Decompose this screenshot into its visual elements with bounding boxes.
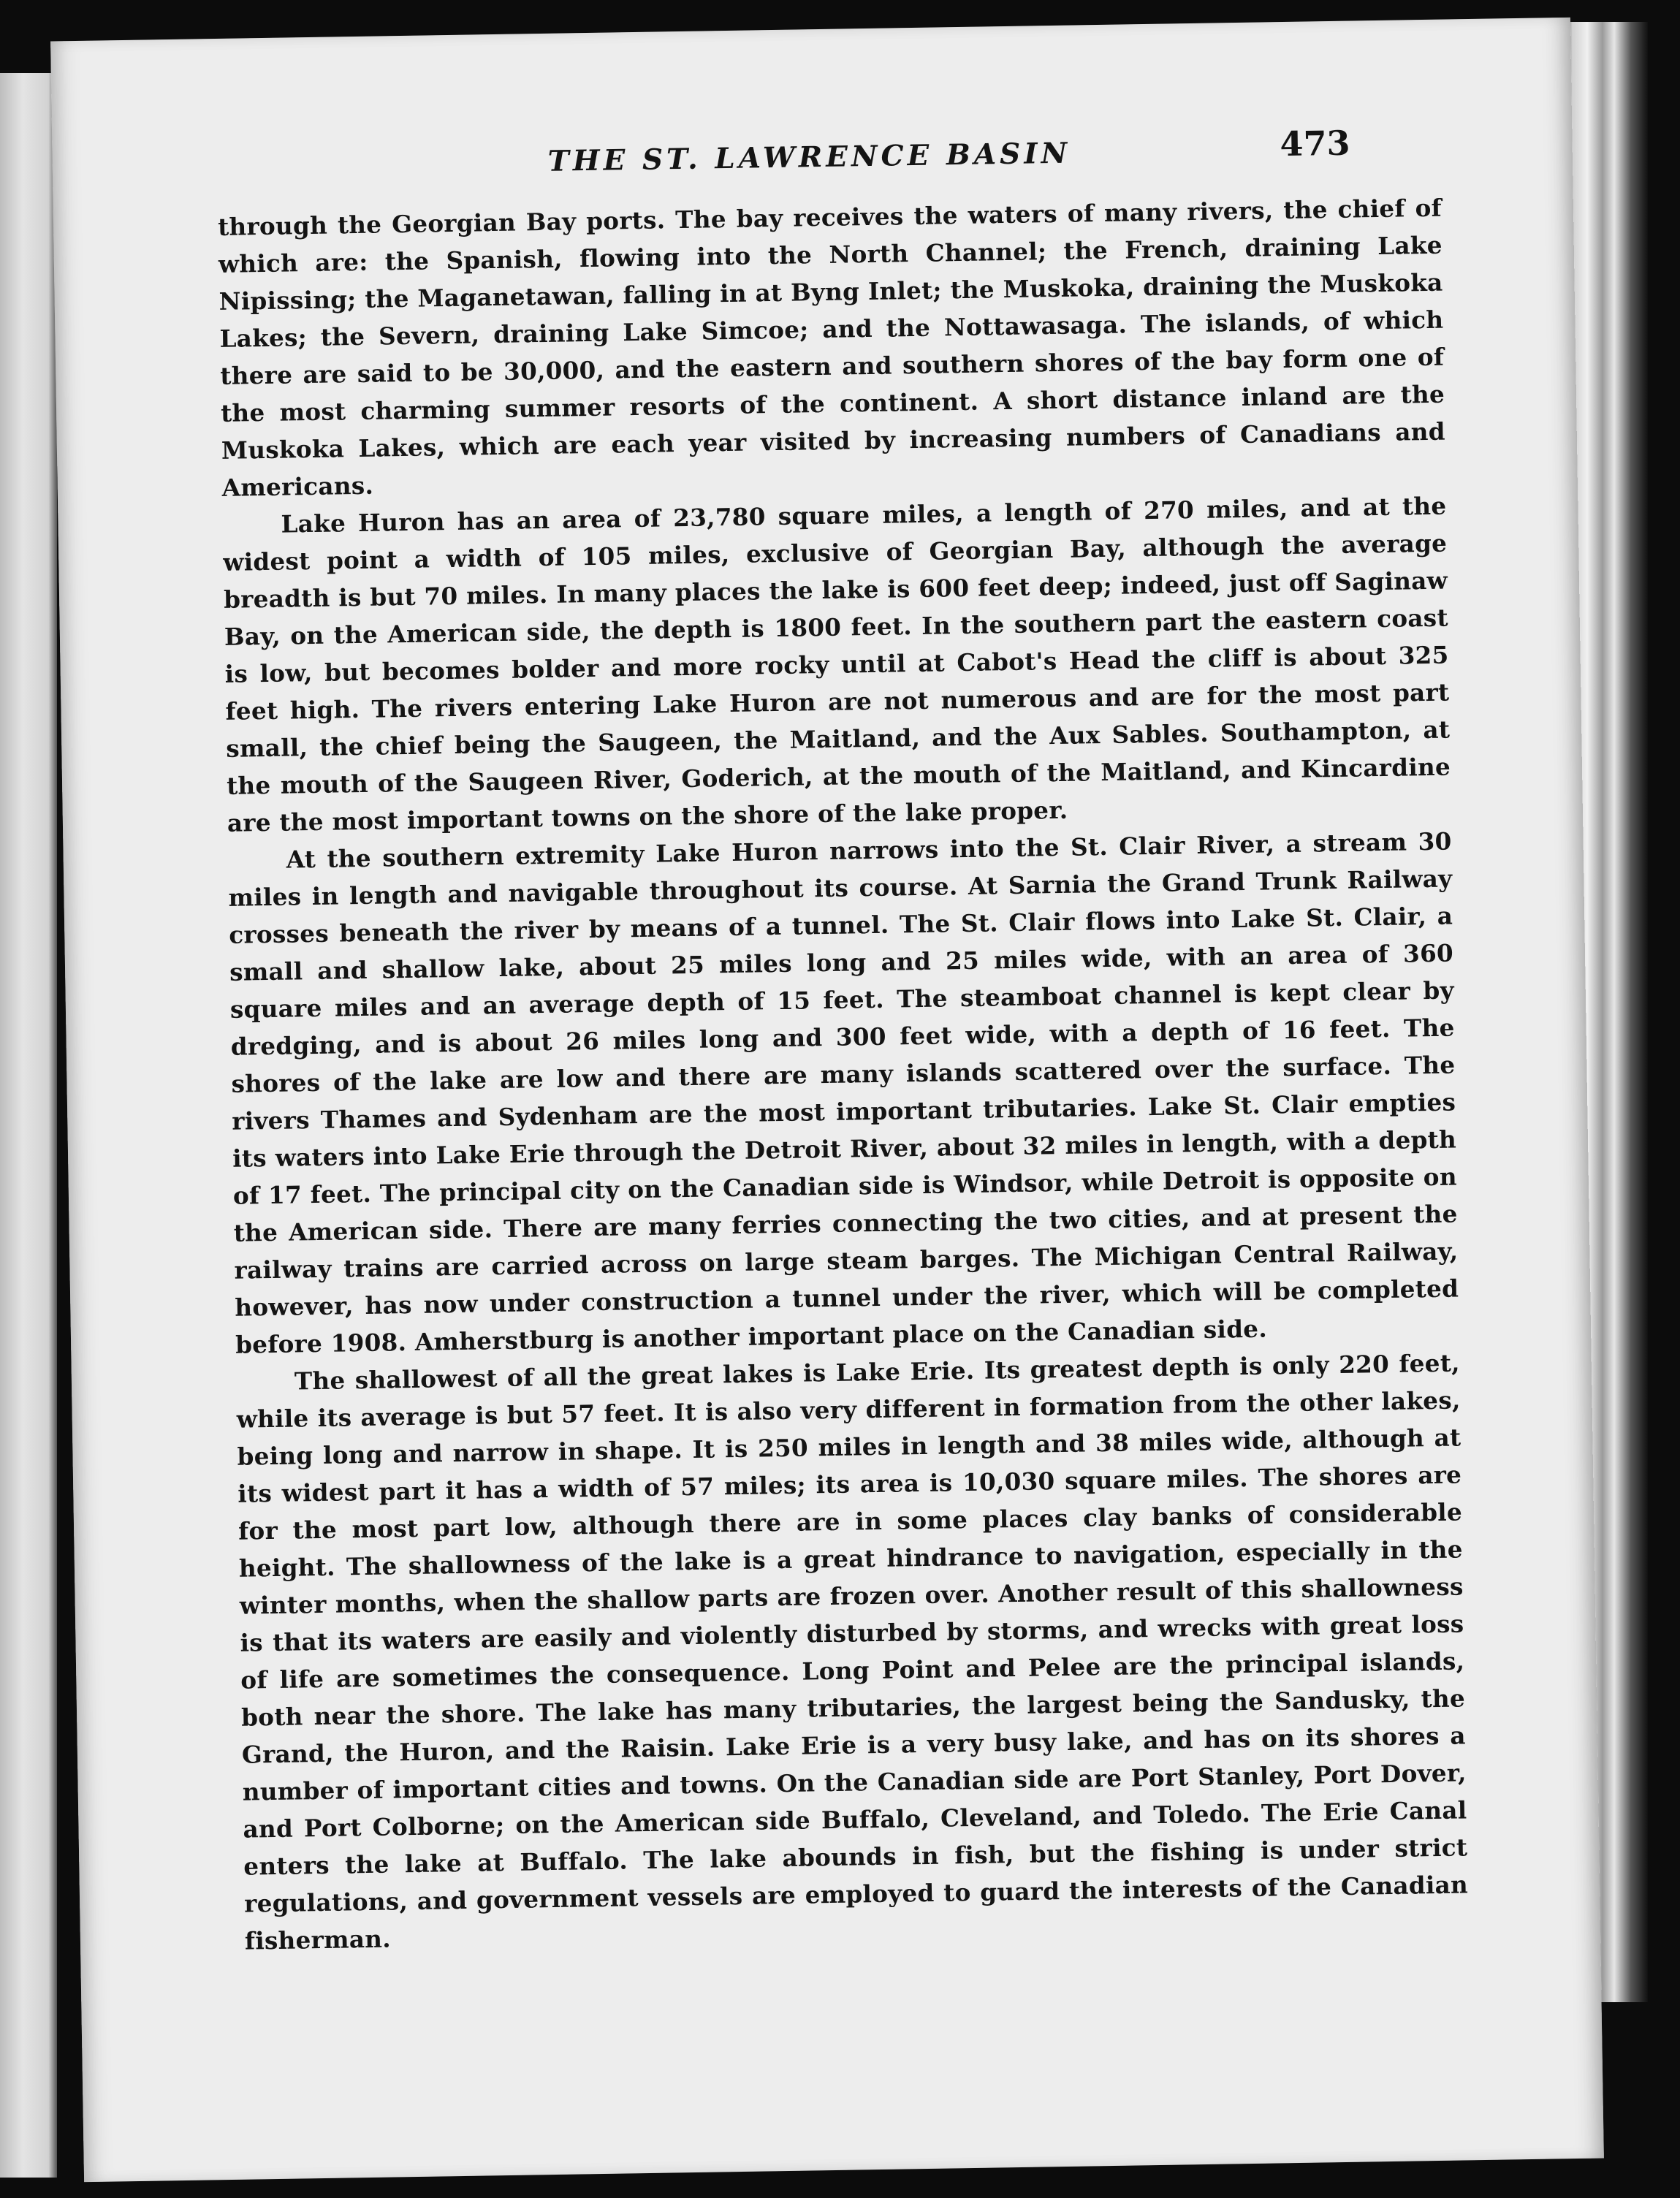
running-title: THE ST. LAWRENCE BASIN [547, 136, 1071, 178]
paragraph: The shallowest of all the great lakes is Lake Erie. Its greatest depth is only 220 feet, while its average is but 57 feet. It is also very different in formation from the other lakes, being long and narrow in shape. It is 250 miles in length and 38 miles wide, although at its widest part it has a width of 57 miles; its area is 10,030 square miles. The shores are for the most part low, although there are in some places clay banks of considerable height. The shallowness of the lake is a great hindrance to navigation, especially in the winter months, when the shallow parts are frozen over. Another result of this shallowness is that its waters are easily and violently disturbed by storms, and wrecks with great loss of life are sometimes the consequence. Long Point and Pelee are the principal islands, both near the shore. The lake has many tributaries, the largest being the Sandusky, the Grand, the Huron, and the Raisin. Lake Erie is a very busy lake, and has on its shores a number of important cities and towns. On the Canadian side are Port Stanley, Port Dover, and Port Colborne; on the American side Buffalo, Cleveland, and Toledo. The Erie Canal enters the lake at Buffalo. The lake abounds in fish, but the fishing is under strict regulations, and government vessels are employed to guard the interests of the Canadian fisherman. [236, 1348, 1469, 1955]
body-text [218, 189, 1469, 1960]
paragraph: through the Georgian Bay ports. The bay receives the waters of many rivers, the chief of which are: the Spanish, flowing into the North Channel; the French, draining Lake Nipissing; the Maganetawan, falling in at Byng Inlet; the Muskoka, draining the Muskoka Lakes; the Severn, draining Lake Simcoe; and the Nottawasaga. The islands, of which there are said to be 30,000, and the eastern and southern shores of the bay form one of the most charming summer resorts of the continent. A short distance inland are the Muskoka Lakes, which are each year visited by increasing numbers of Canadians and Americans. [217, 193, 1446, 502]
paragraph: Lake Huron has an area of 23,780 square miles, a length of 270 miles, and at the widest point a width of 105 miles, exclusive of Georgian Bay, although the average breadth is but 70 miles. In many places the lake is 600 feet deep; indeed, just off Saginaw Bay, on the American side, the depth is 1800 feet. In the southern part the eastern coast is low, but becomes bolder and more rocky until at Cabot's Head the cliff is about 325 feet high. The rivers entering Lake Huron are not numerous and are for the most part small, the chief being the Saugeen, the Maitland, and the Aux Sables. Southampton, at the mouth of the Saugeen River, Goderich, at the mouth of the Maitland, and Kincardine are the most important towns on the shore of the lake proper. [223, 491, 1451, 837]
page-number: 473 [1280, 123, 1350, 164]
page-header [52, 120, 1573, 202]
paragraph: At the southern extremity Lake Huron narrows into the St. Clair River, a stream 30 miles in length and navigable throughout its course. At Sarnia the Grand Trunk Railway crosses beneath the river by means of a tunnel. The St. Clair flows into Lake St. Clair, a small and shallow lake, about 25 miles long and 25 miles wide, with an area of 360 square miles and an average depth of 15 feet. The steamboat channel is kept clear by dredging, and is about 26 miles long and 300 feet wide, with a depth of 16 feet. The shores of the lake are low and there are many islands scattered over the surface. The rivers Thames and Sydenham are the most important tributaries. Lake St. Clair empties its waters into Lake Erie through the Detroit River, about 32 miles in length, with a depth of 17 feet. The principal city on the Canadian side is Windsor, while Detroit is opposite on the American side. There are many ferries connecting the two cities, and at present the railway trains are carried across on large steam barges. The Michigan Central Railway, however, has now under construction a tunnel under the river, which will be completed before 1908. Amherstburg is another important place on the Canadian side. [228, 826, 1459, 1359]
previous-page-edge [0, 73, 57, 2178]
book-page [50, 18, 1604, 2182]
